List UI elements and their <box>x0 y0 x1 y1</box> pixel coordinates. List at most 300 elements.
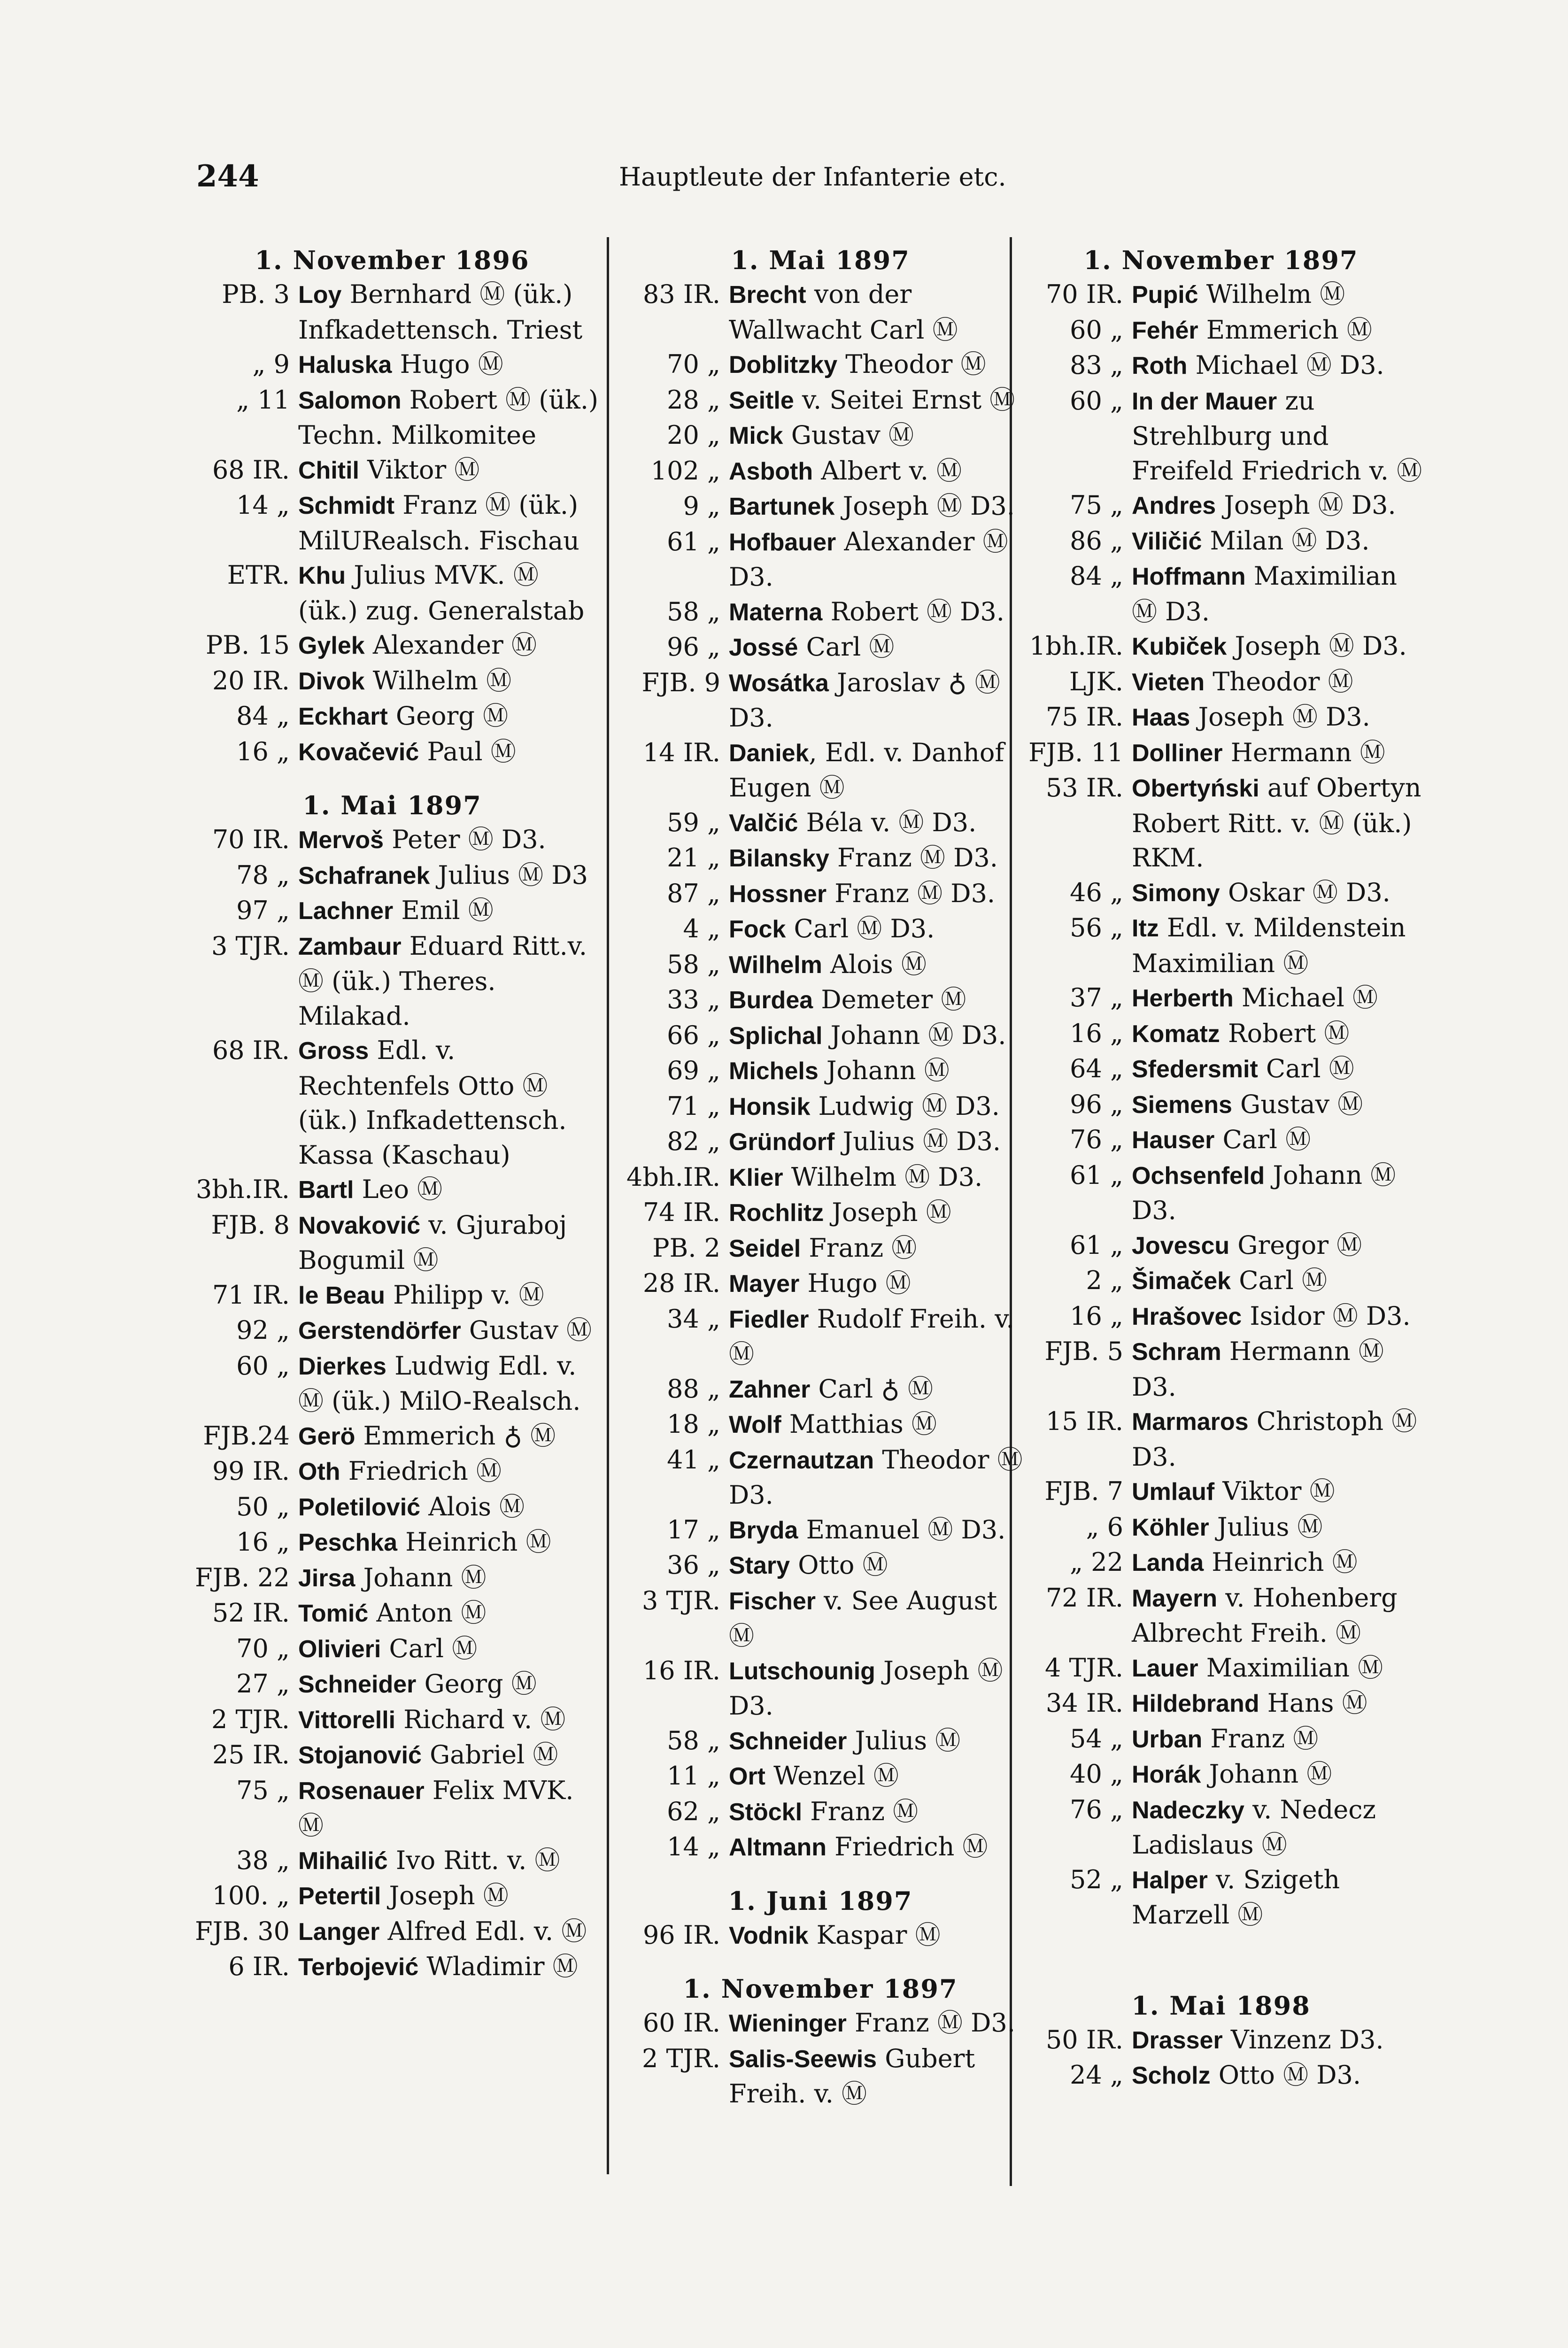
unit-label: 3 TJR. <box>211 931 290 961</box>
list-item <box>1019 629 1423 664</box>
entry-list <box>616 277 1025 1865</box>
surname: Brecht <box>729 281 806 309</box>
unit-label: 88 „ <box>667 1374 720 1404</box>
entry-details: Franz Ⓜ D3. <box>826 878 996 908</box>
entry-details: Bernhard Ⓜ (ük.) Infkadettensch. Triest <box>298 279 583 345</box>
entry-details: Wladimir Ⓜ <box>418 1952 578 1981</box>
entry-details: Georg Ⓜ <box>387 701 509 731</box>
unit-label: 28 „ <box>667 385 720 415</box>
surname: Honsik <box>729 1093 811 1120</box>
entry-details: Ludwig Edl. v. Ⓜ (ük.) MilO-Realsch. <box>298 1351 581 1416</box>
entry-details: Emil Ⓜ <box>393 896 494 925</box>
unit-label: 99 IR. <box>212 1456 290 1486</box>
list-item <box>1019 1158 1423 1228</box>
list-item <box>616 525 1025 595</box>
entry-details: Gustav Ⓜ <box>1232 1089 1363 1119</box>
surname: Herberth <box>1132 985 1234 1012</box>
surname: Schmidt <box>298 492 395 519</box>
unit-label: ETR. <box>227 560 290 590</box>
unit-label: 52 „ <box>1070 1864 1123 1894</box>
surname: Jovescu <box>1132 1232 1230 1259</box>
entry-details: Viktor Ⓜ <box>1214 1476 1335 1506</box>
list-item <box>616 665 1025 735</box>
entry-details: Carl ♁ Ⓜ <box>810 1374 933 1404</box>
entry-details: Rudolf Freih. v. Ⓜ <box>729 1304 1014 1369</box>
surname: Viličić <box>1132 527 1202 555</box>
list-item <box>616 1794 1025 1830</box>
surname: Gerö <box>298 1422 355 1450</box>
entry-details: Ivo Ritt. v. Ⓜ <box>387 1845 560 1875</box>
surname: Hauser <box>1132 1127 1215 1154</box>
surname: Lauer <box>1132 1654 1198 1682</box>
surname: Khu <box>298 562 346 589</box>
surname: Stöckl <box>729 1798 803 1826</box>
list-item <box>185 1878 599 1914</box>
surname: Seidel <box>729 1235 801 1262</box>
unit-label: 83 „ <box>1070 350 1123 380</box>
entry-details: Georg Ⓜ <box>416 1669 537 1699</box>
date-section <box>616 1884 1025 1954</box>
section-heading: 1. Juni 1897 <box>728 1885 913 1916</box>
entry-details: Carl Ⓜ <box>1214 1125 1311 1154</box>
surname: Daniek <box>729 739 809 767</box>
unit-label: 54 „ <box>1070 1723 1123 1753</box>
unit-label: 16 „ <box>236 736 290 766</box>
unit-label: 25 IR. <box>212 1740 290 1769</box>
list-item <box>185 1773 599 1843</box>
unit-label: 102 „ <box>650 456 720 486</box>
unit-label: 14 IR. <box>642 737 720 767</box>
list-item <box>185 1738 599 1773</box>
entry-details: Joseph Ⓜ D3. <box>834 491 1015 521</box>
column-2 <box>616 243 1025 2111</box>
unit-label: 52 IR. <box>212 1598 290 1628</box>
list-item <box>1019 1051 1423 1087</box>
unit-label: FJB. 30 <box>195 1916 290 1946</box>
surname: Schneider <box>729 1727 847 1755</box>
list-item <box>185 1949 599 1985</box>
list-item <box>1019 1334 1423 1404</box>
unit-label: 60 „ <box>1070 315 1123 345</box>
entry-details: Maximilian Ⓜ D3. <box>1132 561 1398 626</box>
surname: Lutschounig <box>729 1657 875 1685</box>
entry-details: Robert Ⓜ <box>1220 1018 1350 1048</box>
unit-label: 71 IR. <box>212 1280 290 1310</box>
unit-label: 16 „ <box>1070 1018 1123 1048</box>
list-item <box>1019 2058 1423 2093</box>
entry-details: Robert Ⓜ D3. <box>822 596 1004 626</box>
unit-label: 60 IR. <box>642 2008 720 2038</box>
unit-label: 2 TJR. <box>211 1704 290 1734</box>
unit-label: 96 IR. <box>642 1920 720 1950</box>
list-item <box>1019 559 1423 629</box>
entry-details: Joseph Ⓜ D3. <box>1216 490 1396 520</box>
list-item <box>185 1278 599 1313</box>
entry-details: Julius Ⓜ D3 <box>430 860 588 890</box>
surname: Salomon <box>298 386 402 414</box>
unit-label: FJB. 9 <box>641 667 720 697</box>
page-number: 244 <box>196 159 259 194</box>
entry-details: Joseph Ⓜ D3. <box>1227 631 1407 661</box>
surname: Drasser <box>1132 2026 1223 2054</box>
entry-details: Milan Ⓜ D3. <box>1202 525 1370 556</box>
entry-details: Paul Ⓜ <box>419 736 516 766</box>
surname: Bartunek <box>729 493 835 520</box>
surname: Hildebrand <box>1132 1690 1259 1717</box>
unit-label: 16 „ <box>236 1527 290 1557</box>
list-item <box>1019 1651 1423 1686</box>
surname: Klier <box>729 1164 783 1191</box>
entry-details: Otto Ⓜ <box>790 1550 888 1580</box>
surname: Gründorf <box>729 1128 835 1156</box>
surname: Schafranek <box>298 862 430 889</box>
entry-details: Hans Ⓜ <box>1259 1688 1367 1718</box>
surname: Loy <box>298 281 342 309</box>
entry-details: Vinzenz D3. <box>1222 2024 1384 2054</box>
list-item <box>185 1033 599 1172</box>
list-item <box>1019 1792 1423 1862</box>
surname: Bartl <box>298 1176 354 1204</box>
surname: Eckhart <box>298 703 388 730</box>
entry-details: Julius Ⓜ <box>847 1725 961 1755</box>
unit-label: 61 „ <box>1070 1160 1123 1190</box>
unit-label: PB. 3 <box>222 279 290 309</box>
list-item <box>185 383 599 453</box>
date-section <box>1019 243 1423 1932</box>
entry-details: Franz Ⓜ (ük.) MilURealsch. Fischau <box>298 490 579 556</box>
list-item <box>616 277 1025 347</box>
entry-details: v. Nedecz Ladislaus Ⓜ <box>1132 1794 1376 1860</box>
list-item <box>616 1231 1025 1267</box>
list-item <box>185 558 599 628</box>
surname: Kubiček <box>1132 633 1227 660</box>
surname: Bilansky <box>729 845 829 872</box>
entry-details: Wenzel Ⓜ <box>765 1761 899 1791</box>
surname: Gylek <box>298 632 365 659</box>
surname: Köhler <box>1132 1514 1209 1541</box>
surname: Altmann <box>729 1834 826 1861</box>
surname: Tomić <box>298 1600 369 1627</box>
surname: Simony <box>1132 879 1220 907</box>
entry-details: Viktor Ⓜ <box>359 455 480 485</box>
surname: Marmaros <box>1132 1408 1249 1436</box>
list-item <box>1019 1016 1423 1052</box>
entry-details: Wilhelm Ⓜ <box>1198 279 1345 309</box>
list-item <box>185 1490 599 1525</box>
surname: Oth <box>298 1458 340 1485</box>
list-item <box>185 1631 599 1667</box>
list-item <box>1019 875 1423 911</box>
list-item <box>185 277 599 347</box>
surname: Rosenauer <box>298 1777 425 1805</box>
surname: Gross <box>298 1037 369 1065</box>
surname: Gerstendörfer <box>298 1317 461 1344</box>
list-item <box>1019 1581 1423 1651</box>
unit-label: FJB. 22 <box>195 1562 290 1592</box>
list-item <box>1019 981 1423 1016</box>
unit-label: 34 „ <box>667 1304 720 1334</box>
list-item <box>616 876 1025 912</box>
list-item <box>616 1302 1025 1372</box>
unit-label: 60 „ <box>236 1351 290 1381</box>
list-item <box>616 347 1025 383</box>
list-item <box>1019 1545 1423 1581</box>
surname: Kovačević <box>298 738 419 766</box>
list-item <box>1019 524 1423 559</box>
entry-details: Hermann Ⓜ <box>1222 737 1385 767</box>
unit-label: 36 „ <box>667 1550 720 1580</box>
surname: Asboth <box>729 457 813 485</box>
entry-details: Robert Ⓜ (ük.) Techn. Milkomitee <box>298 385 599 450</box>
entry-details: Heinrich Ⓜ <box>1204 1547 1358 1577</box>
list-item <box>185 734 599 770</box>
list-item <box>616 1195 1025 1231</box>
section-heading: 1. November 1897 <box>1083 245 1359 275</box>
list-item <box>185 1525 599 1560</box>
list-item <box>185 1419 599 1454</box>
entry-details: Wilhelm Ⓜ D3. <box>783 1162 983 1192</box>
entry-details: v. Gjuraboj Bogumil Ⓜ <box>298 1210 567 1275</box>
list-item <box>1019 384 1423 488</box>
surname: Olivieri <box>298 1635 381 1663</box>
unit-label: 61 „ <box>1070 1230 1123 1260</box>
entry-details: Michael Ⓜ <box>1233 983 1378 1012</box>
list-item <box>616 982 1025 1018</box>
unit-label: LJK. <box>1069 666 1123 696</box>
surname: Salis-Seewis <box>729 2045 877 2073</box>
surname: Dolliner <box>1132 739 1223 767</box>
unit-label: 20 „ <box>667 420 720 450</box>
unit-label: 41 „ <box>667 1444 720 1475</box>
unit-label: 58 „ <box>667 596 720 626</box>
unit-label: 50 IR. <box>1045 2024 1123 2054</box>
unit-label: 64 „ <box>1070 1054 1123 1083</box>
list-item <box>616 1723 1025 1759</box>
surname: le Beau <box>298 1282 385 1309</box>
entry-details: Alexander Ⓜ D3. <box>729 526 1008 592</box>
unit-label: 78 „ <box>236 860 290 890</box>
unit-label: 1bh.IR. <box>1029 631 1123 661</box>
surname: Hoffmann <box>1132 563 1246 590</box>
surname: Mick <box>729 422 783 449</box>
list-item <box>185 1208 599 1278</box>
list-item <box>1019 1510 1423 1545</box>
unit-label: 84 „ <box>1070 561 1123 591</box>
entry-details: Julius MVK. Ⓜ (ük.) zug. Generalstab <box>298 560 585 626</box>
entry-details: Joseph Ⓜ D3. <box>1190 702 1370 732</box>
entry-details: Theodor Ⓜ D3. <box>729 1444 1023 1510</box>
entry-list <box>616 2006 1025 2111</box>
unit-label: 17 „ <box>667 1514 720 1545</box>
list-item <box>1019 1087 1423 1123</box>
surname: Wolf <box>729 1411 781 1438</box>
entry-details: Christoph Ⓜ D3. <box>1132 1406 1417 1472</box>
entry-details: Demeter Ⓜ <box>813 985 966 1014</box>
unit-label: 96 „ <box>667 632 720 662</box>
list-item <box>616 1443 1025 1513</box>
surname: Zahner <box>729 1375 811 1403</box>
running-head: Hauptleute der Infanterie etc. <box>619 162 1006 192</box>
list-item <box>185 1702 599 1738</box>
entry-details: Gustav Ⓜ <box>783 420 914 450</box>
surname: Jossé <box>729 634 798 661</box>
entry-details: Gregor Ⓜ <box>1229 1230 1362 1260</box>
surname: Obertyński <box>1132 775 1259 802</box>
surname: Landa <box>1132 1549 1204 1576</box>
surname: Andres <box>1132 492 1216 519</box>
list-item <box>1019 348 1423 384</box>
entry-details: Johann Ⓜ D3. <box>1132 1160 1396 1225</box>
list-item <box>1019 313 1423 348</box>
list-item <box>1019 911 1423 981</box>
entry-details: Joseph Ⓜ <box>381 1881 509 1910</box>
surname: Michels <box>729 1058 819 1085</box>
list-item <box>616 805 1025 841</box>
unit-label: 70 „ <box>236 1633 290 1663</box>
entry-list <box>185 277 599 770</box>
list-item <box>1019 1122 1423 1158</box>
surname: Novaković <box>298 1212 421 1239</box>
entry-details: Ludwig Ⓜ D3. <box>810 1091 1000 1121</box>
unit-label: 20 IR. <box>212 665 290 695</box>
surname: Chitil <box>298 456 359 484</box>
list-item <box>185 1172 599 1208</box>
list-item <box>1019 771 1423 875</box>
list-item <box>1019 1722 1423 1757</box>
list-item <box>1019 1757 1423 1792</box>
list-item <box>616 1089 1025 1125</box>
list-item <box>185 1596 599 1631</box>
list-item <box>1019 1686 1423 1722</box>
entry-details: Hermann Ⓜ D3. <box>1132 1336 1384 1402</box>
unit-label: FJB. 11 <box>1028 737 1123 767</box>
unit-label: 27 „ <box>236 1669 290 1699</box>
list-item <box>616 418 1025 454</box>
unit-label: 33 „ <box>667 985 720 1014</box>
surname: Wieninger <box>729 2010 847 2037</box>
entry-details: Alfred Edl. v. Ⓜ <box>379 1916 587 1946</box>
list-item <box>616 947 1025 983</box>
surname: Fischer <box>729 1587 816 1615</box>
column-3 <box>1019 243 1423 2093</box>
unit-label: 86 „ <box>1070 525 1123 556</box>
entry-details: Matthias Ⓜ <box>781 1409 937 1439</box>
entry-details: Emmerich ♁ Ⓜ <box>355 1421 556 1451</box>
unit-label: „ 22 <box>1070 1547 1123 1577</box>
date-section <box>185 243 599 770</box>
unit-label: 2 TJR. <box>641 2043 720 2073</box>
entry-details: Felix MVK. Ⓜ <box>298 1775 574 1840</box>
entry-details: Franz Ⓜ D3. <box>846 2008 1015 2038</box>
list-item <box>616 1372 1025 1407</box>
list-item <box>616 841 1025 876</box>
surname: Komatz <box>1132 1020 1220 1048</box>
entry-details: Gubert Freih. v. Ⓜ <box>729 2043 975 2109</box>
list-item <box>616 489 1025 525</box>
entry-details: Julius Ⓜ D3. <box>834 1127 1001 1156</box>
unit-label: 18 „ <box>667 1409 720 1439</box>
unit-label: „ 9 <box>252 349 290 379</box>
entry-details: Maximilian Ⓜ <box>1198 1653 1383 1683</box>
surname: Seitle <box>729 386 794 414</box>
surname: Mihailić <box>298 1847 388 1875</box>
unit-label: 34 IR. <box>1045 1688 1123 1718</box>
list-item <box>185 488 599 558</box>
unit-label: 75 „ <box>236 1775 290 1805</box>
section-heading: 1. Mai 1897 <box>731 245 910 275</box>
surname: Fehér <box>1132 317 1198 344</box>
list-item <box>185 1313 599 1349</box>
list-item <box>1019 1263 1423 1299</box>
unit-label: FJB. 7 <box>1044 1476 1123 1506</box>
unit-label: 69 „ <box>667 1056 720 1085</box>
surname: Langer <box>298 1918 380 1946</box>
entry-list <box>185 822 599 1985</box>
surname: Ort <box>729 1763 765 1790</box>
entry-details: , Edl. v. Danhof Eugen Ⓜ <box>729 737 1004 803</box>
surname: Vodnik <box>729 1922 809 1949</box>
unit-label: 100. „ <box>212 1881 290 1910</box>
list-item <box>185 347 599 383</box>
list-item <box>616 1830 1025 1865</box>
list-item <box>185 664 599 699</box>
list-item <box>185 1349 599 1419</box>
list-item <box>1019 1474 1423 1510</box>
surname: Burdea <box>729 987 813 1014</box>
surname: Sfedersmit <box>1132 1056 1258 1083</box>
list-item <box>616 1124 1025 1160</box>
list-item <box>616 1266 1025 1302</box>
unit-label: 16 „ <box>1070 1301 1123 1331</box>
surname: Rochlitz <box>729 1199 824 1227</box>
entry-details: auf Obertyn Robert Ritt. v. Ⓜ (ük.) RKM. <box>1132 773 1421 873</box>
entry-details: Joseph Ⓜ <box>824 1197 951 1227</box>
unit-label: „ 6 <box>1086 1512 1123 1542</box>
list-item <box>616 1548 1025 1583</box>
surname: Urban <box>1132 1725 1203 1753</box>
unit-label: 92 „ <box>236 1315 290 1345</box>
surname: Terbojević <box>298 1954 419 1981</box>
entry-details: Carl Ⓜ <box>798 632 895 662</box>
list-item <box>1019 488 1423 524</box>
unit-label: 60 „ <box>1070 386 1123 416</box>
unit-label: 46 „ <box>1070 877 1123 907</box>
unit-label: 56 „ <box>1070 913 1123 942</box>
surname: Nadeczky <box>1132 1796 1244 1824</box>
list-item <box>616 1053 1025 1089</box>
entry-details: v. Hohenberg Albrecht Freih. Ⓜ <box>1132 1583 1398 1648</box>
surname: Horák <box>1132 1761 1201 1788</box>
entry-details: Philipp v. Ⓜ <box>385 1280 544 1310</box>
list-item <box>185 929 599 1034</box>
list-item <box>616 911 1025 947</box>
unit-label: 75 IR. <box>1045 702 1123 732</box>
list-item <box>616 1918 1025 1954</box>
unit-label: FJB.24 <box>203 1421 290 1451</box>
unit-label: „ 11 <box>236 385 290 415</box>
list-item <box>616 2041 1025 2111</box>
surname: Fock <box>729 916 786 943</box>
entry-details: v. See August Ⓜ <box>729 1585 997 1651</box>
unit-label: 59 „ <box>667 807 720 837</box>
surname: Haas <box>1132 704 1190 731</box>
surname: Scholz <box>1132 2062 1211 2089</box>
entry-details: Friedrich Ⓜ <box>340 1456 502 1486</box>
entry-details: Gabriel Ⓜ <box>421 1740 558 1769</box>
entry-details: Joseph Ⓜ D3. <box>729 1655 1003 1721</box>
list-item <box>1019 1404 1423 1474</box>
entry-details: Franz Ⓜ D3. <box>829 843 998 873</box>
